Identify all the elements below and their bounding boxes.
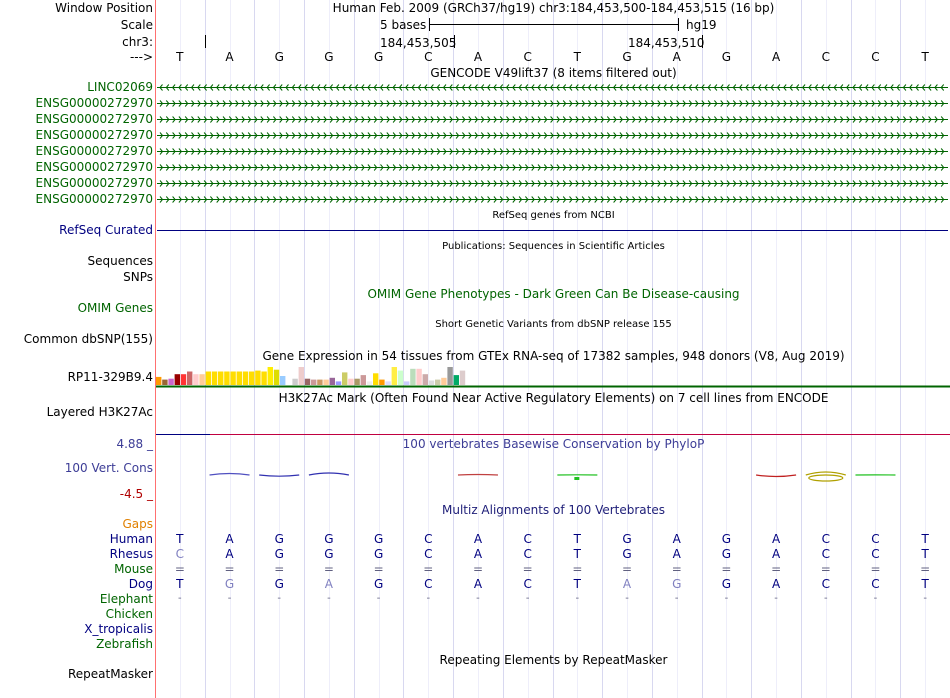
aligned-base: G xyxy=(622,532,632,546)
aligned-base: A xyxy=(771,532,781,546)
species-label[interactable]: Human xyxy=(109,532,153,546)
layered-h3k27ac-label[interactable]: Layered H3K27Ac xyxy=(46,405,153,419)
aligned-base: = xyxy=(274,562,285,576)
ruler-base: G xyxy=(324,50,334,64)
aligned-base: G xyxy=(373,577,384,591)
aligned-base: T xyxy=(921,577,929,591)
gencode-item-label[interactable]: ENSG00000272970 xyxy=(35,96,153,110)
aligned-base: C xyxy=(523,547,532,561)
gtex-tissue-bar xyxy=(447,367,452,385)
aligned-base: C xyxy=(523,532,532,546)
aligned-base: T xyxy=(573,532,582,546)
aligned-base: - xyxy=(724,593,729,604)
aligned-base: G xyxy=(324,532,334,546)
species-label[interactable]: X_tropicalis xyxy=(84,622,153,636)
conservation-score-mark xyxy=(259,475,299,476)
conservation-score-mark xyxy=(574,477,579,480)
aligned-base: = xyxy=(323,562,334,576)
aligned-base: C xyxy=(424,547,433,561)
aligned-base: G xyxy=(373,547,384,561)
gtex-tissue-bar xyxy=(187,372,192,386)
aligned-base: = xyxy=(572,562,583,576)
gtex-tissue-bar xyxy=(404,381,409,385)
aligned-base: = xyxy=(820,562,831,576)
gtex-tissue-bar xyxy=(224,372,229,386)
ruler-base: A xyxy=(672,50,681,64)
aligned-base: T xyxy=(921,547,929,561)
aligned-base: A xyxy=(771,577,781,591)
gtex-tissue-bar xyxy=(385,381,390,385)
gtex-tissue-bar xyxy=(292,379,297,385)
aligned-base: - xyxy=(476,593,480,604)
refseq-curated-label[interactable]: RefSeq Curated xyxy=(59,223,153,237)
aligned-base: A xyxy=(771,547,781,561)
aligned-base: - xyxy=(277,593,282,604)
aligned-base: A xyxy=(473,577,483,591)
strand-label: ---> xyxy=(129,50,153,64)
gtex-tissue-bar xyxy=(410,369,415,385)
gtex-tissue-bar xyxy=(230,372,235,386)
aligned-base: A xyxy=(225,532,234,546)
gtex-tissue-bar xyxy=(323,380,328,385)
ruler-base: T xyxy=(921,50,929,64)
conservation-score-mark xyxy=(458,475,498,476)
aligned-base: - xyxy=(923,593,927,604)
aligned-base: C xyxy=(871,547,880,561)
gtex-tissue-bar xyxy=(373,373,378,385)
gtex-tissue-bar xyxy=(212,372,217,386)
ruler-base: A xyxy=(225,50,234,64)
conservation-score-mark xyxy=(309,473,349,475)
aligned-base: T xyxy=(573,547,582,561)
aligned-base: C xyxy=(871,577,880,591)
conservation-track-title[interactable]: 100 vertebrates Basewise Conservation by PhyloP xyxy=(402,437,705,451)
aligned-base: = xyxy=(721,562,732,576)
gtex-tissue-bar xyxy=(330,378,335,385)
aligned-base: G xyxy=(373,532,384,546)
aligned-base: A xyxy=(622,577,632,591)
aligned-base: - xyxy=(327,593,331,604)
gencode-item-label[interactable]: LINC02069 xyxy=(87,80,153,94)
ruler-base: G xyxy=(274,50,284,64)
aligned-base: = xyxy=(373,562,384,576)
aligned-base: = xyxy=(174,562,185,576)
aligned-base: C xyxy=(424,577,433,591)
aligned-base: A xyxy=(324,577,334,591)
aligned-base: = xyxy=(423,562,434,576)
repeatmasker-label[interactable]: RepeatMasker xyxy=(67,667,153,681)
aligned-base: - xyxy=(178,593,182,604)
gencode-item-label[interactable]: ENSG00000272970 xyxy=(35,128,153,142)
aligned-base: T xyxy=(573,577,582,591)
aligned-base: G xyxy=(324,547,334,561)
gtex-tissue-bar xyxy=(336,381,341,385)
gtex-tissue-bar xyxy=(317,380,322,385)
gtex-tissue-bar xyxy=(429,381,434,386)
gencode-item-label[interactable]: ENSG00000272970 xyxy=(35,192,153,206)
gtex-tissue-bar xyxy=(342,372,347,385)
gtex-tissue-bar xyxy=(237,372,242,386)
ruler-base: C xyxy=(821,50,830,64)
aligned-base: = xyxy=(522,562,533,576)
gtex-gene-label[interactable]: RP11-329B9.4 xyxy=(67,370,153,384)
aligned-base: - xyxy=(426,593,431,604)
assembly-position-text: Human Feb. 2009 (GRCh37/hg19) chr3:184,453,500-184,453,515 (16 bp) xyxy=(332,1,775,15)
aligned-base: A xyxy=(473,532,483,546)
ruler-base: G xyxy=(721,50,732,64)
gtex-tissue-bar xyxy=(206,372,211,386)
gtex-tissue-bar xyxy=(255,371,260,385)
aligned-base: = xyxy=(870,562,881,576)
gtex-tissue-bar xyxy=(460,371,465,385)
aligned-base: A xyxy=(672,532,681,546)
aligned-base: = xyxy=(472,562,483,576)
h3k27ac-track-title[interactable]: H3K27Ac Mark (Often Found Near Active Regulatory Elements) on 7 cell lines from ENCODE xyxy=(278,391,829,405)
gencode-item-label[interactable]: ENSG00000272970 xyxy=(35,144,153,158)
gtex-tissue-bar xyxy=(354,379,359,385)
ruler-base: A xyxy=(771,50,781,64)
species-label[interactable]: Zebrafish xyxy=(96,637,153,651)
gtex-tissue-bar xyxy=(305,379,310,385)
species-label[interactable]: Dog xyxy=(128,577,153,591)
aligned-base: C xyxy=(523,577,532,591)
aligned-base: G xyxy=(672,577,682,591)
gtex-tissue-bar xyxy=(193,374,198,385)
aligned-base: = xyxy=(771,562,782,576)
gtex-tissue-bar xyxy=(162,380,167,385)
aligned-base: - xyxy=(227,593,232,604)
aligned-base: G xyxy=(274,577,284,591)
ruler-base: T xyxy=(573,50,582,64)
gtex-tissue-bar xyxy=(379,380,384,385)
aligned-base: - xyxy=(823,593,828,604)
aligned-base: A xyxy=(672,547,681,561)
gtex-tissue-bar xyxy=(392,367,397,385)
gencode-item-label[interactable]: ENSG00000272970 xyxy=(35,160,153,174)
aligned-base: C xyxy=(821,577,830,591)
ruler-base: G xyxy=(622,50,632,64)
gtex-tissue-bar xyxy=(435,380,440,385)
multiz-track-title[interactable]: Multiz Alignments of 100 Vertebrates xyxy=(441,503,666,517)
conservation-score-mark xyxy=(210,474,250,476)
aligned-base: - xyxy=(376,593,381,604)
ruler-base: G xyxy=(373,50,384,64)
aligned-base: T xyxy=(176,577,184,591)
gtex-tissue-bar xyxy=(274,370,279,385)
aligned-base: = xyxy=(920,562,931,576)
gtex-tissue-bar xyxy=(311,380,316,385)
species-label[interactable]: Chicken xyxy=(105,607,153,621)
aligned-base: A xyxy=(225,547,234,561)
repeatmasker-track-title[interactable]: Repeating Elements by RepeatMasker xyxy=(439,653,668,667)
aligned-base: = xyxy=(224,562,235,576)
aligned-base: - xyxy=(774,593,778,604)
dbsnp-track-title[interactable]: Short Genetic Variants from dbSNP release 155 xyxy=(435,319,672,330)
aligned-base: G xyxy=(224,577,235,591)
gtex-tissue-bar xyxy=(361,375,366,385)
aligned-base: C xyxy=(821,532,830,546)
common-dbsnp-label[interactable]: Common dbSNP(155) xyxy=(23,332,153,346)
aligned-base: - xyxy=(873,593,878,604)
aligned-base: - xyxy=(525,593,530,604)
gtex-tissue-bar xyxy=(268,367,273,385)
scale-label: Scale xyxy=(120,18,153,32)
ruler-tick-label-1: 184,453,505 xyxy=(380,36,457,50)
gtex-tissue-bar xyxy=(249,372,254,386)
aligned-base: C xyxy=(175,547,185,561)
ruler-base: A xyxy=(473,50,483,64)
gtex-tissue-bar xyxy=(156,377,161,385)
aligned-base: G xyxy=(721,532,732,546)
gtex-tissue-bar xyxy=(261,372,266,386)
gtex-tissue-bar xyxy=(181,374,186,385)
scale-bases-text: 5 bases xyxy=(380,18,427,32)
gtex-tissue-bar xyxy=(454,375,459,385)
aligned-base: = xyxy=(622,562,633,576)
sequences-label[interactable]: Sequences xyxy=(87,254,153,268)
ruler-base: C xyxy=(871,50,880,64)
omim-genes-label[interactable]: OMIM Genes xyxy=(77,301,153,315)
conservation-label[interactable]: 100 Vert. Cons xyxy=(64,461,153,475)
ruler-base: T xyxy=(176,50,184,64)
gaps-label: Gaps xyxy=(122,517,153,531)
aligned-base: G xyxy=(622,547,632,561)
conservation-score-mark xyxy=(756,475,796,477)
aligned-base: T xyxy=(921,532,929,546)
ruler-base: C xyxy=(424,50,433,64)
gtex-tissue-bar xyxy=(348,379,353,385)
window-position-label: Window Position xyxy=(55,1,153,15)
aligned-base: G xyxy=(721,547,732,561)
conservation-max-label: 4.88 _ xyxy=(116,437,153,451)
aligned-base: - xyxy=(575,593,580,604)
gtex-tissue-bar xyxy=(175,374,180,385)
aligned-base: C xyxy=(424,532,433,546)
conservation-score-mark xyxy=(809,475,843,481)
omim-track-title[interactable]: OMIM Gene Phenotypes - Dark Green Can Be Disease-causing xyxy=(367,287,740,301)
species-label[interactable]: Rhesus xyxy=(109,547,153,561)
snps-label[interactable]: SNPs xyxy=(123,270,153,284)
gtex-tissue-bar xyxy=(299,367,304,385)
aligned-base: G xyxy=(274,547,284,561)
gencode-item-label[interactable]: ENSG00000272970 xyxy=(35,112,153,126)
gtex-tissue-bar xyxy=(286,383,291,385)
aligned-base: = xyxy=(671,562,682,576)
refseq-track-title[interactable]: RefSeq genes from NCBI xyxy=(492,210,615,221)
ruler-tick-label-2: 184,453,510 xyxy=(628,36,705,50)
gtex-track-title[interactable]: Gene Expression in 54 tissues from GTEx RNA-seq of 17382 samples, 948 donors (V8, Aug 2019) xyxy=(262,349,845,363)
gtex-tissue-bar xyxy=(243,372,248,386)
aligned-base: A xyxy=(473,547,483,561)
species-label[interactable]: Elephant xyxy=(99,592,153,606)
conservation-min-label: -4.5 _ xyxy=(119,487,153,501)
gencode-track-title[interactable]: GENCODE V49lift37 (8 items filtered out) xyxy=(430,66,677,80)
gtex-tissue-bar xyxy=(280,376,285,385)
gencode-item-label[interactable]: ENSG00000272970 xyxy=(35,176,153,190)
gtex-tissue-bar xyxy=(199,374,204,385)
ruler-base: C xyxy=(523,50,532,64)
aligned-base: T xyxy=(176,532,184,546)
aligned-base: G xyxy=(274,532,284,546)
gtex-tissue-bar xyxy=(218,372,223,386)
species-label[interactable]: Mouse xyxy=(114,562,153,576)
scale-db-text: hg19 xyxy=(686,18,717,32)
aligned-base: - xyxy=(625,593,629,604)
aligned-base: C xyxy=(821,547,830,561)
gtex-tissue-bar xyxy=(416,369,421,385)
aligned-base: C xyxy=(871,532,880,546)
aligned-base: - xyxy=(674,593,679,604)
chromosome-label: chr3: xyxy=(122,35,153,49)
gtex-tissue-bar xyxy=(441,378,446,385)
gtex-tissue-bar xyxy=(423,374,428,385)
gtex-tissue-bar xyxy=(367,381,372,385)
aligned-base: G xyxy=(721,577,732,591)
publications-track-title[interactable]: Publications: Sequences in Scientific Articles xyxy=(442,241,665,252)
gtex-tissue-bar xyxy=(398,371,403,385)
gtex-tissue-bar xyxy=(168,379,173,385)
